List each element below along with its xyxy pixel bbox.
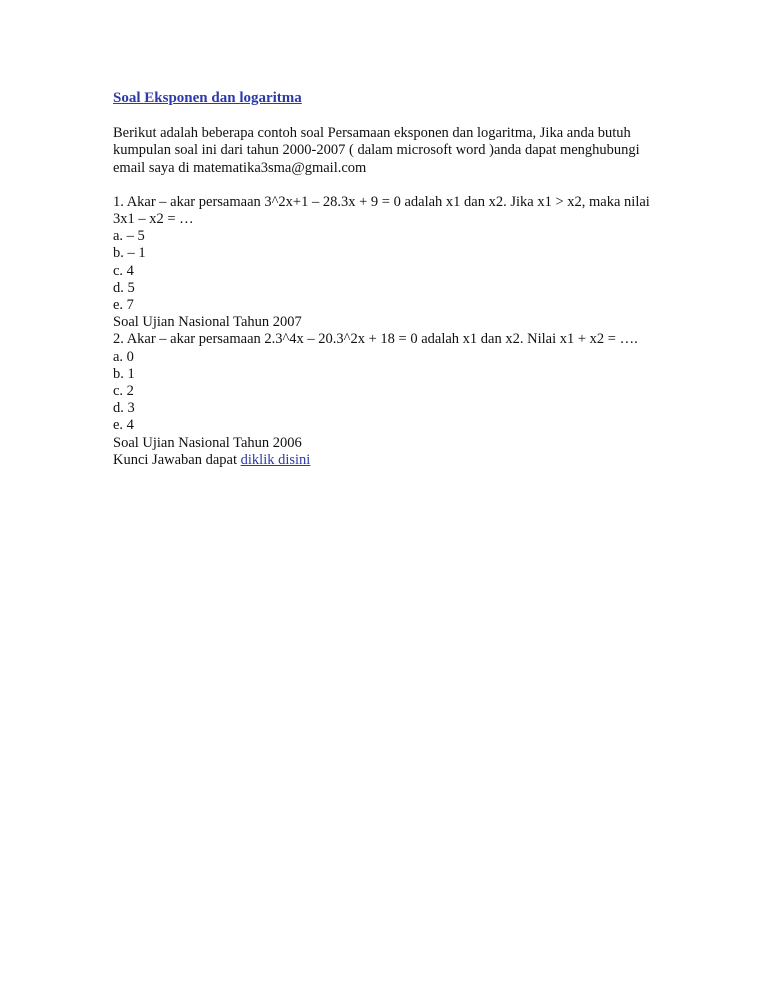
question-2-option-a: a. 0: [113, 348, 134, 365]
question-1-option-a: a. – 5: [113, 228, 145, 245]
question-1-option-d: d. 5: [113, 279, 135, 296]
question-2-text: 2. Akar – akar persamaan 2.3^4x – 20.3^2x + 18 = 0 adalah x1 dan x2. Nilai x1 + x2 = ….: [113, 331, 638, 348]
question-1: [113, 194, 653, 332]
question-1-option-b: b. – 1: [113, 245, 146, 262]
intro-paragraph: Berikut adalah beberapa contoh soal Persamaan eksponen dan logaritma, Jika anda butuh kumpulan soal ini dari tahun 2000-2007 ( dalam microsoft word )anda dapat menghubungi email saya di matematika3sma@gmail.com: [113, 125, 640, 176]
question-2-option-c: c. 2: [113, 383, 134, 400]
question-1-text: 1. Akar – akar persamaan 3^2x+1 – 28.3x + 9 = 0 adalah x1 dan x2. Jika x1 > x2, maka nilai 3x1 – x2 = …: [113, 193, 650, 228]
answer-key-line: [113, 452, 653, 469]
question-1-option-e: e. 7: [113, 297, 134, 314]
question-2-option-b: b. 1: [113, 365, 135, 382]
answer-key-text: Kunci Jawaban dapat: [113, 451, 241, 468]
question-2-option-d: d. 3: [113, 400, 135, 417]
document-content: [113, 90, 653, 469]
page-title[interactable]: Soal Eksponen dan logaritma: [113, 90, 302, 106]
question-2-option-e: e. 4: [113, 417, 134, 434]
question-1-option-c: c. 4: [113, 262, 134, 279]
answer-key-link[interactable]: diklik disini: [240, 451, 311, 468]
question-2: [113, 331, 653, 451]
question-2-source: Soal Ujian Nasional Tahun 2006: [113, 434, 302, 451]
question-1-source: Soal Ujian Nasional Tahun 2007: [113, 314, 302, 331]
